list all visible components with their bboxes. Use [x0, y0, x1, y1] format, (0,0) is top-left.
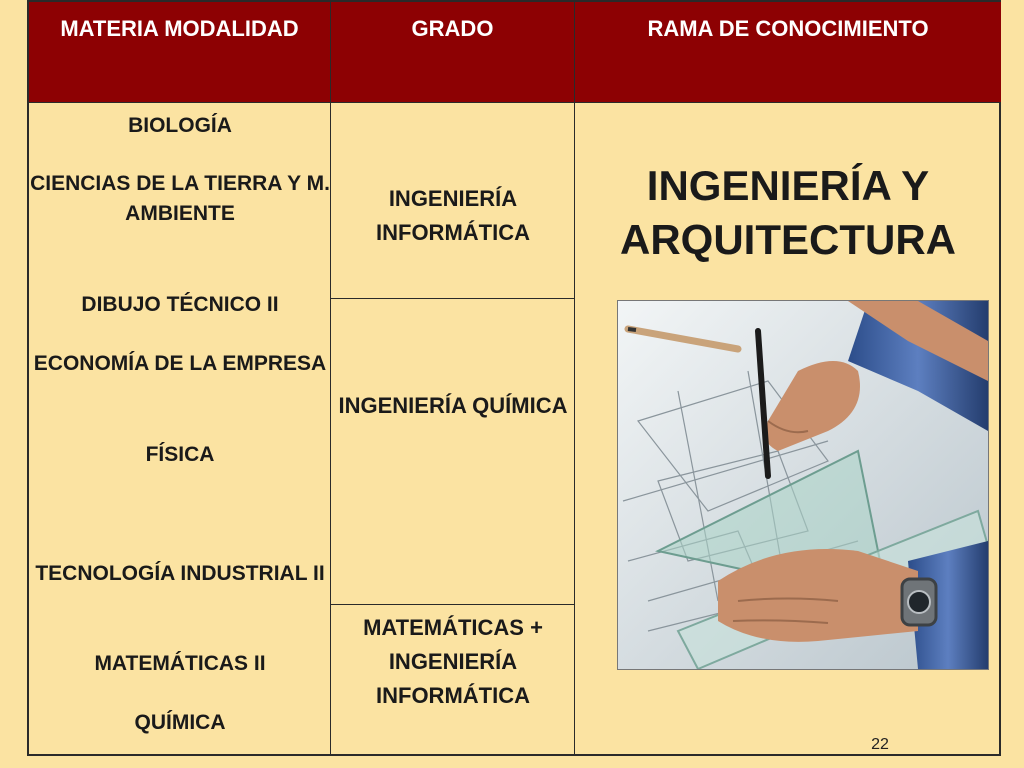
drafting-photo: [617, 300, 989, 670]
header-rama: RAMA DE CONOCIMIENTO: [575, 2, 1001, 103]
page-number: 22: [871, 736, 889, 753]
header-grado: GRADO: [331, 2, 575, 103]
materia-dibujo: DIBUJO TÉCNICO II: [81, 293, 279, 316]
materia-ciencias-tierra: CIENCIAS DE LA TIERRA Y M. AMBIENTE: [30, 172, 330, 225]
grado-cell-3: [331, 605, 575, 756]
degrees-table: [27, 0, 1001, 756]
rama-title: INGENIERÍA Y ARQUITECTURA: [620, 162, 956, 263]
header-materia: MATERIA MODALIDAD: [29, 2, 331, 103]
materia-matematicas: MATEMÁTICAS II: [94, 652, 266, 675]
materia-tecnologia: TECNOLOGÍA INDUSTRIAL II: [35, 562, 325, 585]
materia-biologia: BIOLOGÍA: [128, 114, 232, 137]
rama-cell: [575, 103, 1001, 756]
materia-quimica: QUÍMICA: [134, 711, 226, 734]
materia-fisica: FÍSICA: [145, 443, 215, 466]
grado-quimica: INGENIERÍA QUÍMICA: [338, 393, 568, 418]
grado-mat-info: MATEMÁTICAS + INGENIERÍA INFORMÁTICA: [363, 615, 543, 708]
grado-cell-1: [331, 103, 575, 299]
materias-cell: [29, 103, 331, 756]
drafting-photo-icon: [618, 301, 988, 669]
grado-informatica: INGENIERÍA INFORMÁTICA: [376, 186, 530, 245]
grado-cell-2: [331, 299, 575, 605]
materia-economia: ECONOMÍA DE LA EMPRESA: [33, 352, 327, 375]
